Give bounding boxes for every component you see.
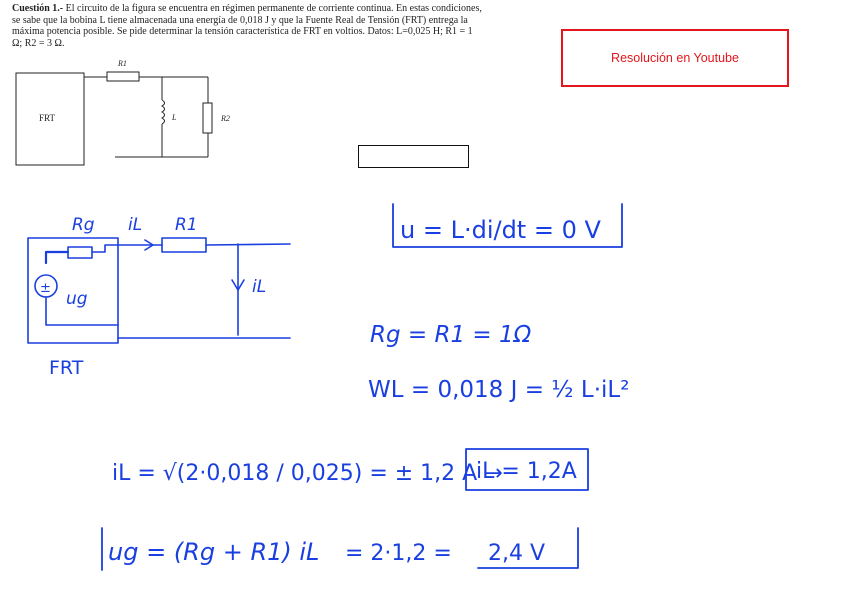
r1-sketch-label: R1: [175, 215, 198, 235]
energy-eq: WL = 0,018 J = ½ L·iL²: [368, 377, 630, 403]
ug-label: ug: [66, 289, 88, 309]
il-branch-label: iL: [252, 277, 267, 297]
question-label: Cuestión 1.-: [12, 3, 64, 14]
handdrawn-circuit: [28, 215, 290, 379]
rg-label: Rg: [72, 215, 95, 235]
current-result: iL = 1,2A: [476, 459, 577, 484]
youtube-resolution-link[interactable]: Resolución en Youtube: [561, 29, 789, 87]
inductor-coil: [162, 100, 165, 124]
question-text: El circuito de la figura se encuentra en régimen permanente de corriente continua. En estas condiciones, se sabe que la bobina L tiene almacenada una energía de 0,018 J y que la Fuente Real de Tensión (FRT) entrega la máxima potencia posible. Se pide determinar la tensión característica de FRT en voltios. Datos: L=0,025 H; R1 = 1 Ω; R2 = 3 Ω.: [12, 3, 482, 49]
il-arrow-label: iL: [128, 215, 143, 235]
resistance-eq: Rg = R1 = 1Ω: [370, 322, 532, 348]
r2-label: R2: [221, 114, 230, 123]
inductor-voltage-eq: u = L·di/dt = 0 V: [400, 216, 601, 244]
r2-resistor: [203, 103, 212, 133]
printed-circuit: [16, 59, 230, 165]
r1-resistor: [107, 72, 139, 81]
inductor-label: L: [172, 113, 177, 122]
frt-sketch-label: FRT: [49, 357, 84, 379]
current-calc-eq: iL = √(2·0,018 / 0,025) = ± 1,2 A →: [112, 461, 503, 486]
r1-label: R1: [118, 59, 127, 68]
frt-label: FRT: [39, 113, 55, 123]
source-sign: ±: [40, 281, 51, 296]
voltage-eq-left: ug = (Rg + R1) iL: [108, 538, 320, 566]
voltage-eq-mid: = 2·1,2 =: [345, 541, 452, 566]
equations: [102, 204, 629, 570]
voltage-result: 2,4 V: [488, 541, 546, 566]
